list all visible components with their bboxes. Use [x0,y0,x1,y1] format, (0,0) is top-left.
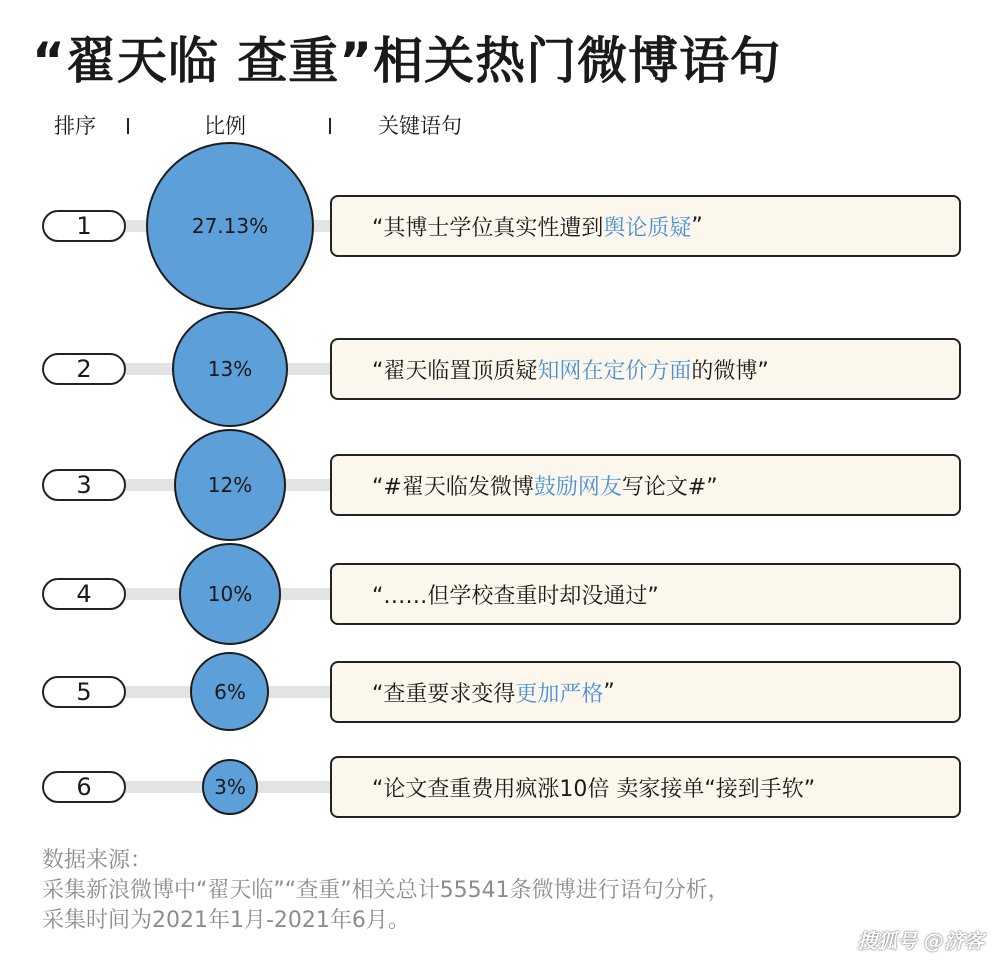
ratio-label: 6% [214,679,246,704]
ratio-bubble [202,759,258,815]
watermark: 搜狐号 @济客 [857,929,984,953]
ratio-label: 3% [214,774,246,799]
ratio-bubble [146,142,314,310]
rank-label: 1 [42,210,126,242]
ratio-label: 13% [207,356,253,381]
phrase-highlight: 更加严格 [515,681,604,707]
ratio-label: 12% [207,472,253,497]
data-source [42,846,730,936]
phrase-text: “查重要求变得 [372,681,516,707]
source-description: 采集新浪微博中“翟天临”“查重”相关总计55541条微博进行语句分析， [42,878,730,903]
phrase-text: 的微博” [691,358,769,384]
rank-label: 4 [42,578,126,610]
ratio-label: 27.13% [191,214,269,238]
phrase-highlight: 鼓励网友 [533,474,622,500]
ratio-bubble [190,652,269,731]
phrase-text: “论文查重费用疯涨10倍 卖家接单“接到手软” [372,776,816,802]
ratio-bubble [179,543,281,645]
phrase-highlight: 知网在定价方面 [537,358,692,384]
phrase-text: “翟天临置顶质疑 [372,358,538,384]
header-rank: 排序 [54,114,96,138]
phrase-box [330,563,961,625]
phrase-box [330,195,961,257]
phrase-highlight: 舆论质疑 [603,215,692,241]
rank-label: 5 [42,676,126,708]
ratio-bubble [174,429,286,541]
header-phrase: 关键语句 [378,114,462,138]
phrase-box [330,756,961,818]
phrase-box [330,454,961,516]
header-separator [329,118,331,134]
source-heading: 数据来源： [42,848,153,873]
rank-label: 6 [42,771,126,803]
header-ratio: 比例 [204,114,246,138]
phrase-box [330,661,961,723]
phrase-text: “……但学校查重时却没通过” [372,583,659,609]
ratio-label: 10% [207,581,253,606]
phrase-text: “#翟天临发微博 [372,474,534,500]
chart-title: “翟天临 查重”相关热门微博语句 [32,32,782,90]
phrase-text: ” [691,213,703,239]
ratio-bubble [172,311,288,427]
phrase-box [330,338,961,400]
source-period: 采集时间为2021年1月-2021年6月。 [42,908,410,933]
rank-label: 3 [42,469,126,501]
rank-label: 2 [42,353,126,385]
phrase-text: “其博士学位真实性遭到 [372,215,604,241]
header-separator [127,118,129,134]
phrase-text: 写论文#” [621,474,718,500]
phrase-text: ” [603,679,615,705]
